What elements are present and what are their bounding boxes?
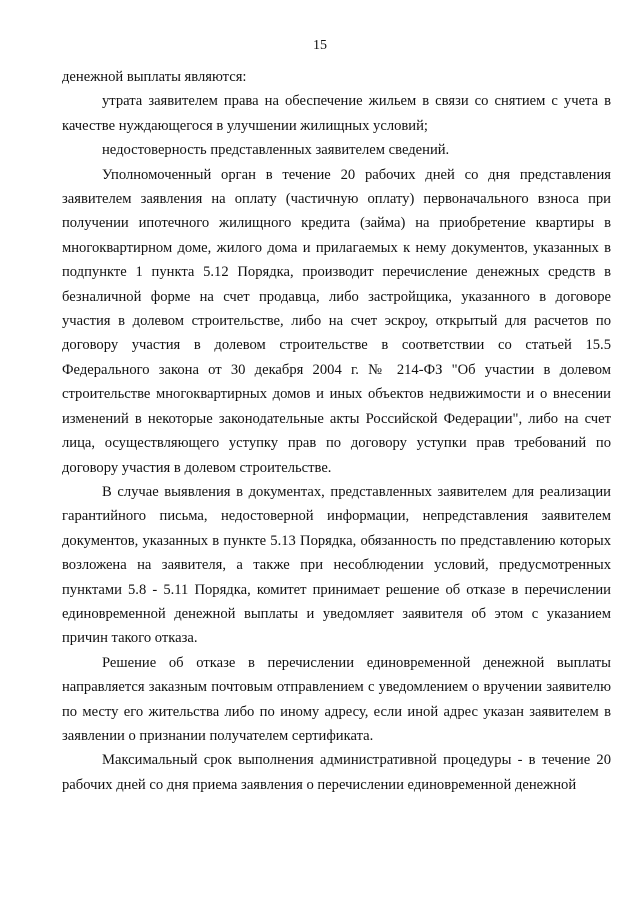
paragraph-refusal-notice: Решение об отказе в перечислении единовременной денежной выплаты направляется заказным почтовым отправлением с уведомлением о вручении заявителю по месту его жительства либо по иному адресу, если иной адрес указан заявителем в заявлении о признании получателем сертификата. (62, 654, 611, 744)
page-number: 15 (313, 38, 327, 53)
paragraph-max-term: Максимальный срок выполнения административной процедуры - в течение 20 рабочих дней со дня приема заявления о перечислении единовременной денежной (62, 752, 611, 793)
paragraph-loss-of-right: утрата заявителем права на обеспечение жильем в связи со снятием с учета в качестве нуждающегося в улучшении жилищных условий; (62, 93, 611, 134)
paragraph-unreliability: недостоверность представленных заявителем сведений. (102, 142, 450, 159)
paragraph-refusal-conditions: В случае выявления в документах, представленных заявителем для реализации гарантийного письма, недостоверной информации, непредставления заявителем документов, указанных в пункте 5.13 Порядка, обязанность по представлению которых возложена на заявителя, а также при несоблюдении условий, предусмотренных пунктами 5.8 - 5.11 Порядка, комитет принимает решение об отказе в перечислении единовременной денежной выплаты и уведомляет заявителя об этом с указанием причин такого отказа. (62, 483, 611, 647)
paragraph-authorized-body: Уполномоченный орган в течение 20 рабочих дней со дня представления заявителем заявления на оплату (частичную оплату) первоначального взноса при получении ипотечного жилищного кредита (займа) на приобретение квартиры в многоквартирном доме, жилого дома и прилагаемых к нему документов, указанных в подпункте 1 пункта 5.12 Порядка, производит перечисление денежных средств в безналичной форме на счет продавца, либо застройщика, указанного в договоре участия в долевом строительстве, либо на счет эскроу, открытый для расчетов по договору участия в долевом строительстве в соответствии со статьей 15.5 Федерального закона от 30 декабря 2004 г. № 214-ФЗ "Об участии в долевом строительстве многоквартирных домов и иных объектов недвижимости и о внесении изменений в некоторые законодательные акты Российской Федерации", либо на счет лица, осуществляющего уступку прав по договору уступки прав требований по договору участия в долевом строительстве. (62, 166, 611, 476)
paragraph-continuation: денежной выплаты являются: (62, 69, 247, 85)
document-body (62, 65, 611, 797)
